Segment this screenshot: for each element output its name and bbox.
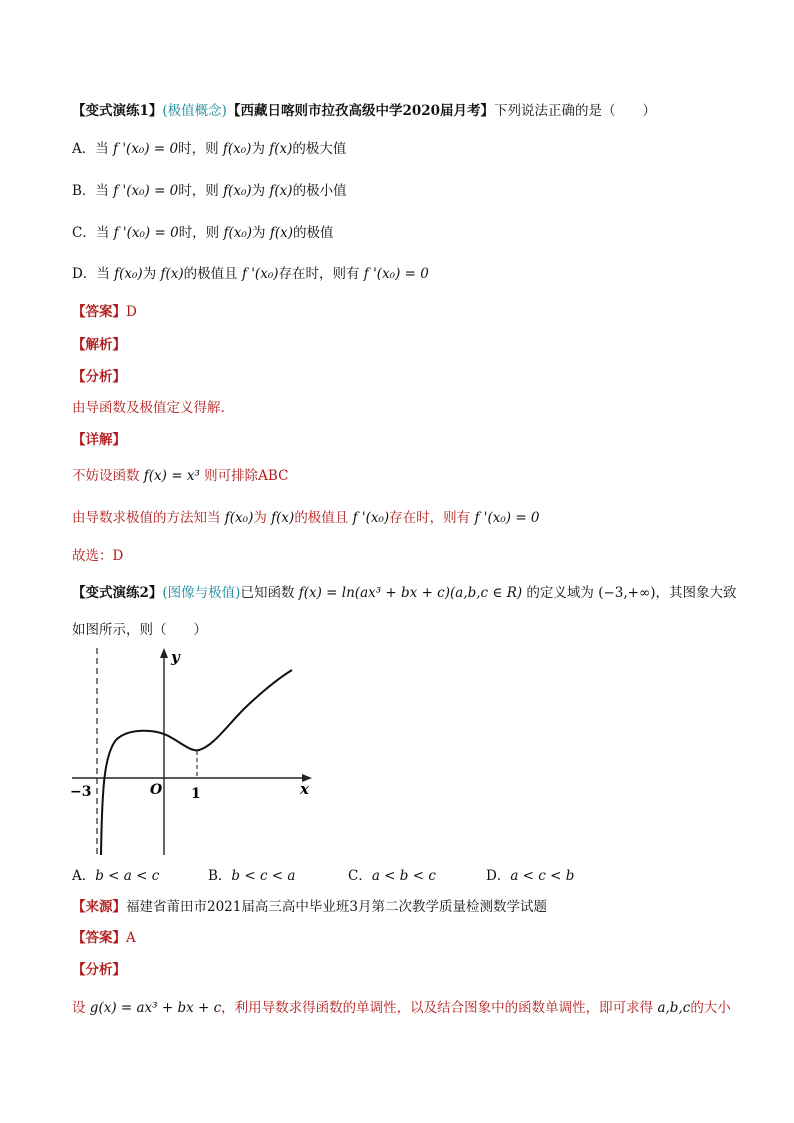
math-expr: f '(x₀) = 0 (113, 183, 179, 199)
math-expr: f '(x₀) = 0 (113, 225, 179, 241)
option-text: 当 (96, 266, 110, 282)
q2-stem-text: 的定义域为 (526, 585, 594, 601)
math-expr: f(x₀) (224, 510, 254, 526)
q1-stem: 下列说法正确的是（ ） (494, 103, 657, 119)
option-text: 的极值且 (183, 266, 238, 282)
math-expr: a,b,c (657, 1000, 691, 1016)
detail-text: 的极值且 (294, 510, 349, 526)
q1-header (72, 101, 656, 121)
x-axis-label: x (300, 780, 309, 798)
math-expr: f '(x₀) = 0 (113, 141, 179, 157)
q1-tag: (极值概念) (162, 103, 227, 119)
math-expr: b < c < a (231, 868, 296, 884)
q1-answer (72, 302, 137, 322)
function-curve (101, 670, 292, 855)
fenxi-text: ，利用导数求得函数的单调性，以及结合图象中的函数单调性，即可求得 (221, 1000, 654, 1016)
math-expr: f(x) (269, 225, 293, 241)
math-expr: f '(x₀) (241, 266, 279, 282)
math-expr: f '(x₀) (352, 510, 390, 526)
option-text: 为 (251, 141, 265, 157)
option-text: 时，则 (178, 141, 219, 157)
option-text: 的极小值 (292, 183, 347, 199)
function-graph (64, 640, 324, 865)
q1-detail-line2 (72, 508, 540, 528)
q2-options (72, 866, 712, 886)
q2-option-a (72, 866, 159, 886)
option-letter: A． (72, 868, 96, 884)
option-text: 的极值 (293, 225, 334, 241)
math-expr: f(x) (269, 141, 293, 157)
detail-text: 为 (253, 510, 267, 526)
q1-analysis-label: 【解析】 (72, 337, 126, 353)
fenxi-text: 设 (72, 1000, 86, 1016)
q1-option-b (72, 181, 347, 201)
option-letter: A． (72, 141, 96, 157)
math-expr: f(x₀) (223, 183, 252, 199)
source-text: 福建省莆田市2021届高三高中毕业班3月第二次教学质量检测数学试题 (126, 899, 547, 915)
q2-option-c (348, 866, 436, 886)
y-axis-label: y (171, 648, 180, 666)
option-letter: B． (208, 868, 232, 884)
answer-value: A (126, 930, 136, 946)
detail-text: 不妨设函数 (72, 468, 140, 484)
detail-text: 由导数求极值的方法知当 (72, 510, 221, 526)
q1-choose: 故选：D (72, 548, 124, 564)
option-text: 为 (252, 225, 266, 241)
math-expr: f '(x₀) = 0 (474, 510, 540, 526)
math-expr: b < a < c (95, 868, 160, 884)
q2-option-b (208, 866, 295, 886)
q2-stem-text: ，其图象大致 (655, 585, 737, 601)
option-letter: B． (72, 183, 96, 199)
math-expr: f(x₀) (223, 225, 253, 241)
q2-answer (72, 928, 136, 948)
option-letter: C． (72, 225, 96, 241)
q2-option-d (486, 866, 574, 886)
q2-stem-line2: 如图所示，则（ ） (72, 622, 207, 638)
q2-source (72, 897, 547, 917)
q1-fenxi-label: 【分析】 (72, 369, 126, 385)
source-label: 【来源】 (72, 899, 126, 915)
q2-header (72, 583, 737, 603)
math-expr: a < b < c (371, 868, 436, 884)
option-text: 当 (95, 183, 109, 199)
q1-option-a (72, 139, 346, 159)
math-expr: (−3,+∞) (598, 585, 656, 601)
math-expr: f(x) (271, 510, 295, 526)
q1-fenxi-text: 由导函数及极值定义得解. (72, 400, 225, 416)
math-expr: g(x) = ax³ + bx + c (89, 1000, 222, 1016)
origin-label: O (150, 782, 163, 798)
math-expr: a < c < b (510, 868, 575, 884)
q2-fenxi-label: 【分析】 (72, 962, 126, 978)
q1-detail-line1 (72, 466, 288, 486)
q1-source: 【西藏日喀则市拉孜高级中学2020届月考】 (226, 103, 495, 119)
y-axis-arrow (160, 648, 168, 658)
math-expr: f(x₀) (114, 266, 143, 282)
answer-label: 【答案】 (72, 304, 126, 320)
q1-option-d (72, 264, 429, 284)
answer-value: D (126, 304, 137, 320)
detail-text: 则可排除ABC (204, 468, 289, 484)
option-text: 时，则 (178, 225, 220, 241)
option-text: 为 (142, 266, 157, 282)
option-letter: C． (348, 868, 372, 884)
q2-prefix: 【变式演练2】 (72, 585, 163, 601)
option-text: 时，则 (178, 183, 219, 199)
option-letter: D． (486, 868, 511, 884)
q2-fenxi-text (72, 998, 731, 1018)
tick-label-neg3: −3 (70, 784, 92, 800)
math-expr: f(x) = ln(ax³ + bx + c)(a,b,c ∈ R) (298, 585, 523, 601)
option-text: 当 (95, 141, 109, 157)
option-text: 当 (95, 225, 110, 241)
fenxi-text: 的大小 (690, 1000, 731, 1016)
math-expr: f(x) = x³ (143, 468, 200, 484)
math-expr: f '(x₀) = 0 (363, 266, 429, 282)
math-expr: f(x) (269, 183, 293, 199)
math-expr: f(x) (160, 266, 184, 282)
q2-stem-text: 已知函数 (240, 585, 295, 601)
option-text: 为 (251, 183, 266, 199)
option-text: 的极大值 (292, 141, 347, 157)
q1-detail-label: 【详解】 (72, 432, 126, 448)
detail-text: 存在时，则有 (389, 510, 471, 526)
math-expr: f(x₀) (222, 141, 252, 157)
q1-option-c (72, 223, 334, 243)
q1-prefix: 【变式演练1】 (72, 103, 163, 119)
option-text: 存在时，则有 (278, 266, 360, 282)
option-letter: D． (72, 266, 97, 282)
answer-label: 【答案】 (72, 930, 126, 946)
tick-label-1: 1 (191, 786, 201, 802)
q2-tag: (图像与极值) (162, 585, 241, 601)
